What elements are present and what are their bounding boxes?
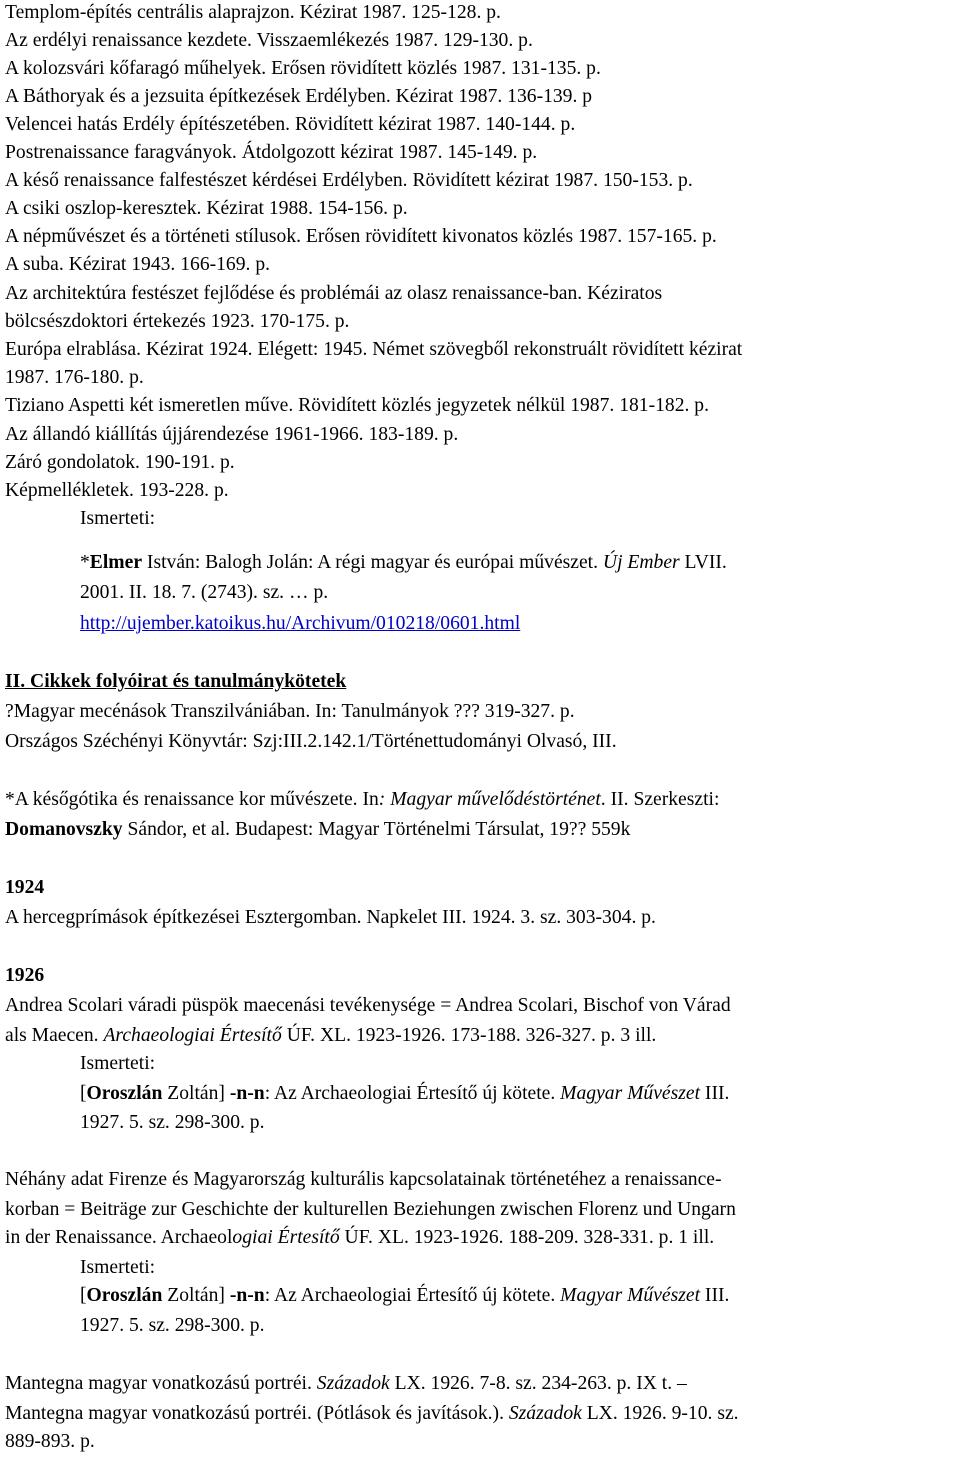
chapter-line: Velencei hatás Erdély építészetében. Rövidített kézirat 1987. 140-144. p. [5, 114, 576, 135]
ismerteti-label: Ismerteti: [80, 1257, 156, 1278]
review-link[interactable] [80, 609, 520, 639]
chapter-line: Postrenaissance faragványok. Átdolgozott kézirat 1987. 145-149. p. [5, 142, 538, 163]
chapter-line: Záró gondolatok. 190-191. p. [5, 452, 235, 473]
chapter-line: A késő renaissance falfestészet kérdései Erdélyben. Rövidített kézirat 1987. 150-153. p. [5, 170, 693, 191]
review-citation-cont: 2001. II. 18. 7. (2743). sz. … p. [80, 582, 329, 603]
chapter-line: bölcsészdoktori értekezés 1923. 170-175. p. [5, 311, 350, 332]
review-citation-cont: 1927. 5. sz. 298-300. p. [80, 1315, 265, 1336]
chapter-line: Európa elrablása. Kézirat 1924. Elégett: 1945. Német szövegből rekonstruált rövidített kézirat [5, 339, 743, 360]
entry-line: Andrea Scolari váradi püspök maecenási tevékenysége = Andrea Scolari, Bischof von Várad [5, 995, 731, 1016]
review-citation-cont: 1927. 5. sz. 298-300. p. [80, 1112, 265, 1133]
section-heading: II. Cikkek folyóirat és tanulmánykötetek [5, 671, 347, 692]
chapter-line: Az állandó kiállítás újjárendezése 1961-1966. 183-189. p. [5, 424, 459, 445]
entry-line: in der Renaissance. Archaeologiai Értesítő ÚF. XL. 1923-1926. 188-209. 328-331. p. 1 ill. [5, 1227, 715, 1248]
chapter-line: Az erdélyi renaissance kezdete. Visszaemlékezés 1987. 129-130. p. [5, 30, 533, 51]
entry-line: Néhány adat Firenze és Magyarország kulturális kapcsolatainak történetéhez a renaissance- [5, 1169, 722, 1190]
chapter-line: Képmellékletek. 193-228. p. [5, 480, 229, 501]
entry-line: als Maecen. Archaeologiai Értesítő ÚF. XL. 1923-1926. 173-188. 326-327. p. 3 ill. [5, 1025, 657, 1046]
chapter-line: A Báthoryak és a jezsuita építkezések Erdélyben. Kézirat 1987. 136-139. p [5, 86, 593, 107]
chapter-line: A kolozsvári kőfaragó műhelyek. Erősen rövidített közlés 1987. 131-135. p. [5, 58, 601, 79]
entry-line: Országos Széchényi Könyvtár: Szj:III.2.142.1/Történettudományi Olvasó, III. [5, 731, 617, 752]
chapter-line: A csiki oszlop-keresztek. Kézirat 1988. 154-156. p. [5, 198, 408, 219]
entry-line: Mantegna magyar vonatkozású portréi. Századok LX. 1926. 7-8. sz. 234-263. p. IX t. – [5, 1373, 687, 1394]
chapter-line: Az architektúra festészet fejlődése és problémái az olasz renaissance-ban. Kéziratos [5, 283, 663, 304]
entry-line: *A későgótika és renaissance kor művészete. In: Magyar művelődéstörténet. II. Szerkeszti: [5, 789, 720, 810]
entry-line: Domanovszky Sándor, et al. Budapest: Magyar Történelmi Társulat, 19?? 559k [5, 819, 631, 840]
review-citation: *Elmer István: Balogh Jolán: A régi magyar és európai művészet. Új Ember LVII. [80, 552, 727, 573]
year-heading: 1924 [5, 877, 45, 898]
entry-line: Mantegna magyar vonatkozású portréi. (Pótlások és javítások.). Századok LX. 1926. 9-10. sz. [5, 1403, 739, 1424]
entry-line: korban = Beiträge zur Geschichte der kulturellen Beziehungen zwischen Florenz und Ungarn [5, 1199, 736, 1220]
ujember-link[interactable]: http://ujember.katoikus.hu/Archivum/010218/0601.html [80, 613, 521, 634]
entry-line: ?Magyar mecénások Transzilvániában. In: Tanulmányok ??? 319-327. p. [5, 701, 575, 722]
entry-line: A hercegprímások építkezései Esztergomban. Napkelet III. 1924. 3. sz. 303-304. p. [5, 907, 656, 928]
chapter-line: Tiziano Aspetti két ismeretlen műve. Rövidített közlés jegyzetek nélkül 1987. 181-182. p. [5, 395, 709, 416]
chapter-line: Templom-építés centrális alaprajzon. Kézirat 1987. 125-128. p. [5, 2, 501, 23]
review-citation: [Oroszlán Zoltán] -n-n: Az Archaeologiai Értesítő új kötete. Magyar Művészet III. [80, 1285, 730, 1306]
entry-line: 889-893. p. [5, 1431, 95, 1452]
ismerteti-label: Ismerteti: [80, 1053, 156, 1074]
chapter-line: 1987. 176-180. p. [5, 367, 144, 388]
chapter-line: A suba. Kézirat 1943. 166-169. p. [5, 254, 271, 275]
chapter-line: A népművészet és a történeti stílusok. Erősen rövidített kivonatos közlés 1987. 157-165. p. [5, 226, 717, 247]
review-citation: [Oroszlán Zoltán] -n-n: Az Archaeologiai Értesítő új kötete. Magyar Művészet III. [80, 1083, 730, 1104]
year-heading: 1926 [5, 965, 45, 986]
ismerteti-label: Ismerteti: [80, 508, 156, 529]
